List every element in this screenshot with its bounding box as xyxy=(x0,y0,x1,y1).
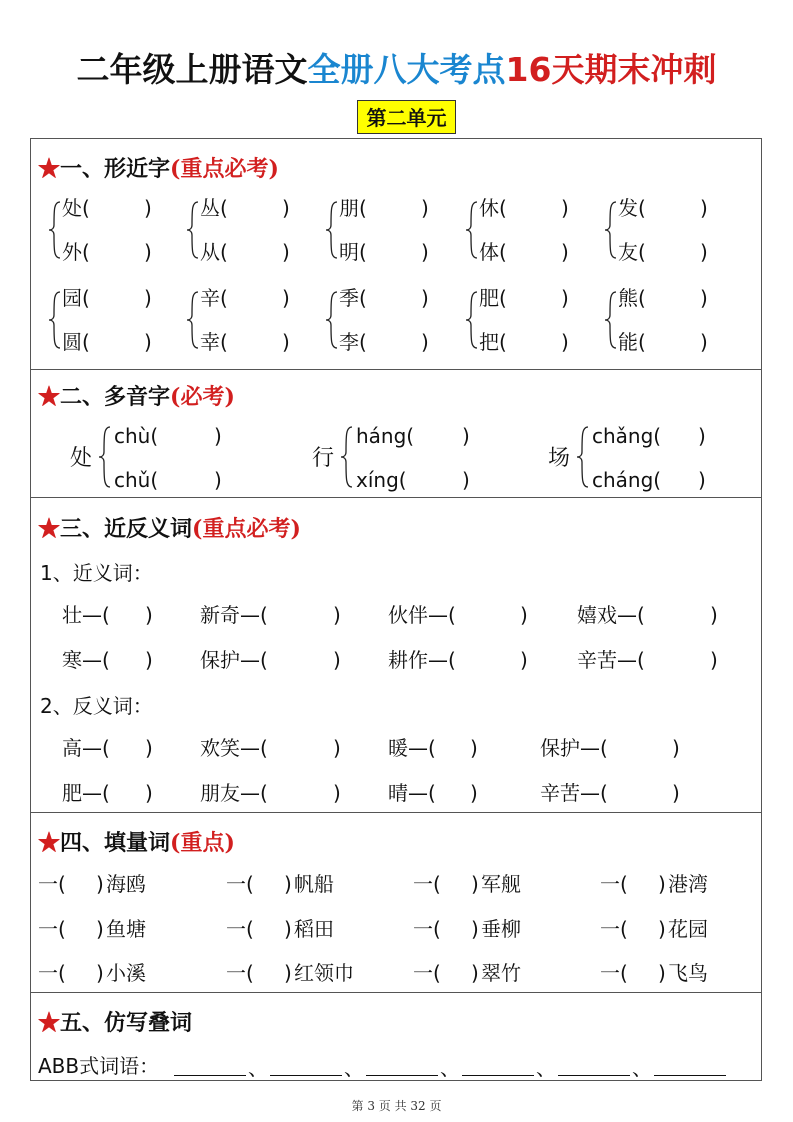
closing-paren: ) xyxy=(333,603,341,627)
closing-paren: ) xyxy=(561,330,569,354)
closing-paren: ) xyxy=(214,468,222,492)
antonym-blank-item: 暖—( xyxy=(388,736,436,760)
unit-label: 第二单元 xyxy=(357,100,456,134)
closing-paren: ) xyxy=(700,196,708,220)
measure-word-prefix: 一( xyxy=(600,917,628,941)
star-icon: ★ xyxy=(38,384,61,410)
pinyin-blank-item: cháng( xyxy=(592,468,662,492)
character-blank-item: 外( xyxy=(62,240,90,264)
answer-blank-line[interactable] xyxy=(270,1075,342,1076)
closing-paren: ) xyxy=(144,196,152,220)
closing-paren: ) xyxy=(421,240,429,264)
abb-words-label: ABB式词语： xyxy=(38,1054,160,1078)
section-heading-reduplicated-words xyxy=(38,1006,192,1037)
closing-paren: ) xyxy=(145,736,153,760)
antonym-blank-item: 辛苦—( xyxy=(540,781,608,805)
closing-paren: ) xyxy=(96,872,104,896)
closing-paren: ) xyxy=(284,917,292,941)
answer-blank-line[interactable] xyxy=(558,1075,630,1076)
closing-paren: ) xyxy=(520,648,528,672)
measure-word-prefix: 一( xyxy=(38,961,66,985)
measure-word-noun: 海鸥 xyxy=(106,872,146,896)
left-brace-icon xyxy=(465,291,479,351)
measure-word-noun: 垂柳 xyxy=(481,917,521,941)
closing-paren: ) xyxy=(282,286,290,310)
character-blank-item: 辛( xyxy=(200,286,228,310)
measure-word-noun: 红领巾 xyxy=(294,961,354,985)
section-title: 四、填量词 xyxy=(60,830,171,856)
synonym-blank-item: 嬉戏—( xyxy=(577,603,645,627)
character-blank-item: 朋( xyxy=(339,196,367,220)
closing-paren: ) xyxy=(471,917,479,941)
closing-paren: ) xyxy=(421,286,429,310)
closing-paren: ) xyxy=(462,424,470,448)
character-blank-item: 体( xyxy=(479,240,507,264)
measure-word-noun: 小溪 xyxy=(106,961,146,985)
closing-paren: ) xyxy=(710,648,718,672)
closing-paren: ) xyxy=(144,240,152,264)
section-tag: (重点必考) xyxy=(192,516,301,542)
character-blank-item: 圆( xyxy=(62,330,90,354)
closing-paren: ) xyxy=(672,781,680,805)
closing-paren: ) xyxy=(145,603,153,627)
section-title: 二、多音字 xyxy=(60,384,171,410)
left-brace-icon xyxy=(340,426,354,490)
star-icon: ★ xyxy=(38,830,61,856)
closing-paren: ) xyxy=(470,736,478,760)
answer-blank-line[interactable] xyxy=(366,1075,438,1076)
synonym-blank-item: 耕作—( xyxy=(388,648,456,672)
section-tag: (重点必考) xyxy=(170,156,279,182)
closing-paren: ) xyxy=(145,781,153,805)
closing-paren: ) xyxy=(710,603,718,627)
measure-word-noun: 港湾 xyxy=(668,872,708,896)
character-blank-item: 从( xyxy=(200,240,228,264)
antonym-blank-item: 肥—( xyxy=(62,781,110,805)
measure-word-noun: 翠竹 xyxy=(481,961,521,985)
closing-paren: ) xyxy=(333,648,341,672)
synonym-blank-item: 伙伴—( xyxy=(388,603,456,627)
closing-paren: ) xyxy=(284,961,292,985)
closing-paren: ) xyxy=(520,603,528,627)
separator-mark: 、 xyxy=(536,1056,556,1080)
left-brace-icon xyxy=(186,201,200,261)
closing-paren: ) xyxy=(470,781,478,805)
closing-paren: ) xyxy=(658,872,666,896)
measure-word-prefix: 一( xyxy=(600,961,628,985)
synonyms-subheading: 1、近义词： xyxy=(40,561,153,585)
pinyin-blank-item: chù( xyxy=(114,424,159,448)
character-blank-item: 休( xyxy=(479,196,507,220)
closing-paren: ) xyxy=(333,781,341,805)
star-icon: ★ xyxy=(38,156,61,182)
synonym-blank-item: 壮—( xyxy=(62,603,110,627)
antonyms-subheading: 2、反义词： xyxy=(40,694,153,718)
synonym-blank-item: 新奇—( xyxy=(200,603,268,627)
separator-mark: 、 xyxy=(248,1056,268,1080)
antonym-blank-item: 高—( xyxy=(62,736,110,760)
measure-word-noun: 稻田 xyxy=(294,917,334,941)
measure-word-noun: 花园 xyxy=(668,917,708,941)
left-brace-icon xyxy=(48,201,62,261)
antonym-blank-item: 朋友—( xyxy=(200,781,268,805)
divider xyxy=(30,369,762,370)
page-footer: 第 3 页 共 32 页 xyxy=(351,1099,442,1113)
closing-paren: ) xyxy=(96,961,104,985)
divider xyxy=(30,992,762,993)
polyphone-character: 行 xyxy=(312,446,335,471)
pinyin-blank-item: háng( xyxy=(356,424,415,448)
section-title: 一、形近字 xyxy=(60,156,171,182)
closing-paren: ) xyxy=(421,330,429,354)
closing-paren: ) xyxy=(471,872,479,896)
closing-paren: ) xyxy=(561,240,569,264)
star-icon: ★ xyxy=(38,516,61,542)
character-blank-item: 能( xyxy=(618,330,646,354)
left-brace-icon xyxy=(325,291,339,351)
pinyin-blank-item: xíng( xyxy=(356,468,407,492)
section-title: 三、近反义词 xyxy=(60,516,193,542)
character-blank-item: 幸( xyxy=(200,330,228,354)
character-blank-item: 丛( xyxy=(200,196,228,220)
section-tag: (必考) xyxy=(170,384,235,410)
antonym-blank-item: 晴—( xyxy=(388,781,436,805)
answer-blank-line[interactable] xyxy=(174,1075,246,1076)
measure-word-prefix: 一( xyxy=(226,872,254,896)
closing-paren: ) xyxy=(658,917,666,941)
closing-paren: ) xyxy=(282,196,290,220)
measure-word-prefix: 一( xyxy=(226,961,254,985)
closing-paren: ) xyxy=(561,286,569,310)
title-part-3: 16天期末冲刺 xyxy=(505,50,717,89)
measure-word-noun: 帆船 xyxy=(294,872,334,896)
pinyin-blank-item: chǎng( xyxy=(592,424,662,448)
closing-paren: ) xyxy=(698,424,706,448)
closing-paren: ) xyxy=(333,736,341,760)
measure-word-noun: 飞鸟 xyxy=(668,961,708,985)
section-heading-polyphones xyxy=(38,380,235,411)
left-brace-icon xyxy=(48,291,62,351)
character-blank-item: 李( xyxy=(339,330,367,354)
title-part-2: 全册八大考点 xyxy=(307,50,506,89)
character-blank-item: 把( xyxy=(479,330,507,354)
closing-paren: ) xyxy=(700,286,708,310)
polyphone-character: 处 xyxy=(70,446,93,471)
closing-paren: ) xyxy=(284,872,292,896)
page-title xyxy=(0,44,793,91)
closing-paren: ) xyxy=(421,196,429,220)
measure-word-noun: 军舰 xyxy=(481,872,521,896)
section-title: 五、仿写叠词 xyxy=(60,1010,193,1036)
closing-paren: ) xyxy=(144,286,152,310)
star-icon: ★ xyxy=(38,1010,61,1036)
section-heading-similar-characters xyxy=(38,152,279,183)
section-heading-synonyms-antonyms xyxy=(38,512,301,543)
character-blank-item: 明( xyxy=(339,240,367,264)
closing-paren: ) xyxy=(658,961,666,985)
measure-word-prefix: 一( xyxy=(413,872,441,896)
character-blank-item: 肥( xyxy=(479,286,507,310)
antonym-blank-item: 欢笑—( xyxy=(200,736,268,760)
closing-paren: ) xyxy=(282,330,290,354)
antonym-blank-item: 保护—( xyxy=(540,736,608,760)
closing-paren: ) xyxy=(700,240,708,264)
left-brace-icon xyxy=(465,201,479,261)
closing-paren: ) xyxy=(672,736,680,760)
measure-word-prefix: 一( xyxy=(38,917,66,941)
closing-paren: ) xyxy=(96,917,104,941)
polyphone-character: 场 xyxy=(548,446,571,471)
closing-paren: ) xyxy=(282,240,290,264)
character-blank-item: 熊( xyxy=(618,286,646,310)
closing-paren: ) xyxy=(144,330,152,354)
closing-paren: ) xyxy=(462,468,470,492)
character-blank-item: 季( xyxy=(339,286,367,310)
separator-mark: 、 xyxy=(440,1056,460,1080)
answer-blank-line[interactable] xyxy=(462,1075,534,1076)
measure-word-prefix: 一( xyxy=(600,872,628,896)
character-blank-item: 处( xyxy=(62,196,90,220)
section-heading-measure-words xyxy=(38,826,235,857)
left-brace-icon xyxy=(98,426,112,490)
character-blank-item: 发( xyxy=(618,196,646,220)
divider xyxy=(30,497,762,498)
left-brace-icon xyxy=(604,291,618,351)
synonym-blank-item: 辛苦—( xyxy=(577,648,645,672)
left-brace-icon xyxy=(576,426,590,490)
synonym-blank-item: 寒—( xyxy=(62,648,110,672)
closing-paren: ) xyxy=(698,468,706,492)
measure-word-prefix: 一( xyxy=(226,917,254,941)
character-blank-item: 友( xyxy=(618,240,646,264)
divider xyxy=(30,812,762,813)
left-brace-icon xyxy=(604,201,618,261)
answer-blank-line[interactable] xyxy=(654,1075,726,1076)
section-tag: (重点) xyxy=(170,830,235,856)
measure-word-prefix: 一( xyxy=(38,872,66,896)
title-part-1: 二年级上册语文 xyxy=(76,50,308,89)
character-blank-item: 园( xyxy=(62,286,90,310)
closing-paren: ) xyxy=(700,330,708,354)
left-brace-icon xyxy=(186,291,200,351)
pinyin-blank-item: chǔ( xyxy=(114,468,159,492)
separator-mark: 、 xyxy=(632,1056,652,1080)
closing-paren: ) xyxy=(471,961,479,985)
measure-word-noun: 鱼塘 xyxy=(106,917,146,941)
closing-paren: ) xyxy=(145,648,153,672)
separator-mark: 、 xyxy=(344,1056,364,1080)
synonym-blank-item: 保护—( xyxy=(200,648,268,672)
left-brace-icon xyxy=(325,201,339,261)
measure-word-prefix: 一( xyxy=(413,917,441,941)
closing-paren: ) xyxy=(214,424,222,448)
measure-word-prefix: 一( xyxy=(413,961,441,985)
closing-paren: ) xyxy=(561,196,569,220)
